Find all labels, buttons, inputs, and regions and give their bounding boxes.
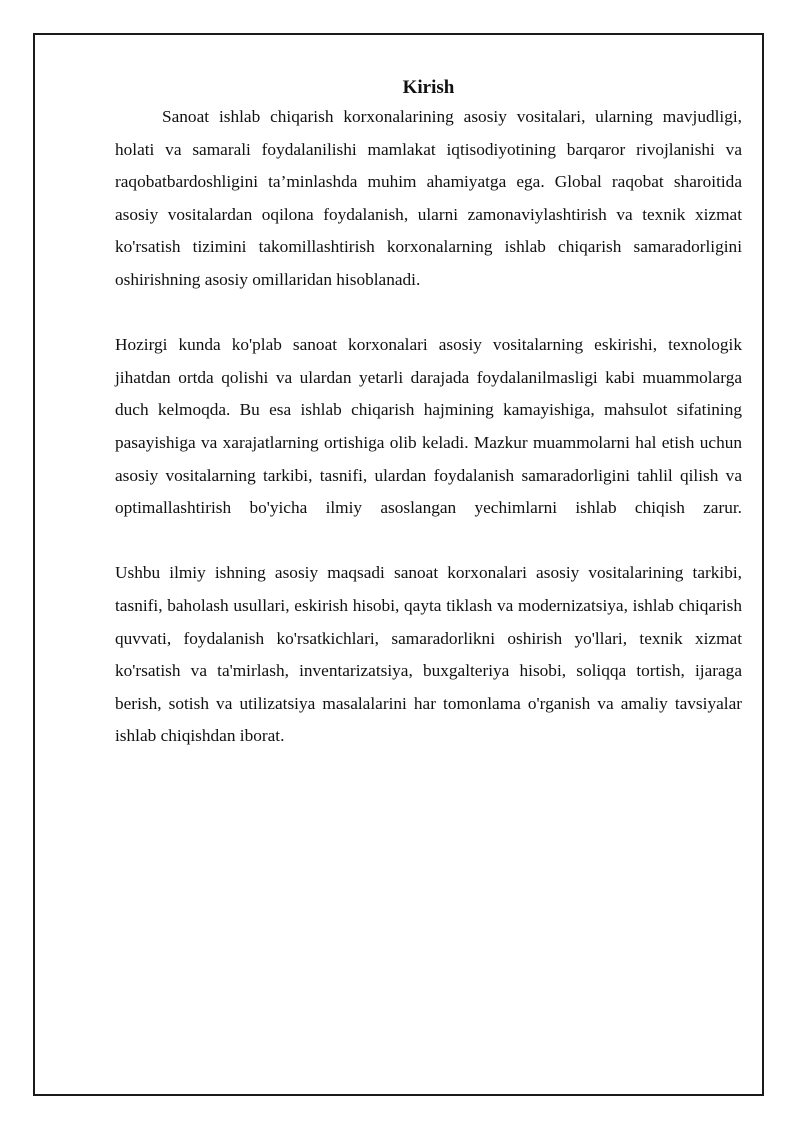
document-body [115, 76, 742, 753]
paragraph-problems: Hozirgi kunda ko'plab sanoat korxonalari asosiy vositalarning eskirishi, texnologik jihatdan ortda qolishi va ulardan yetarli darajada foydalanilmasligi kabi muammolarga duch kelmoqda. Bu esa ishlab chiqarish hajmining kamayishiga, mahsulot sifatining pasayishiga va xarajatlarning ortishiga olib keladi. Mazkur muammolarni hal etish uchun asosiy vositalarning tarkibi, tasnifi, ulardan foydalanish samaradorligini tahlil qilish va optimallashtirish bo'yicha ilmiy asoslangan yechimlarni ishlab chiqish zarur. [115, 335, 742, 518]
paragraph-spacer [115, 525, 742, 558]
paragraph-introduction: Sanoat ishlab chiqarish korxonalarining asosiy vositalari, ularning mavjudligi, holati va samarali foydalanilishi mamlakat iqtisodiyotining barqaror rivojlanishi va raqobatbardoshligini ta’minlashda muhim ahamiyatga ega. Global raqobat sharoitida asosiy vositalardan oqilona foydalanish, ularni zamonaviylashtirish va texnik xizmat ko'rsatish tizimini takomillashtirish korxonalarning ishlab chiqarish samaradorligini oshirishning asosiy omillaridan hisoblanadi. [115, 107, 742, 289]
paragraph-objective: Ushbu ilmiy ishning asosiy maqsadi sanoat korxonalari asosiy vositalarining tarkibi, tasnifi, baholash usullari, eskirish hisobi, qayta tiklash va modernizatsiya, ishlab chiqarish quvvati, foydalanish ko'rsatkichlari, samaradorlikni oshirish yo'llari, texnik xizmat ko'rsatish va ta'mirlash, inventarizatsiya, buxgalteriya hisobi, soliqqa tortish, ijaraga berish, sotish va utilizatsiya masalalarini har tomonlama o'rganish va amaliy tavsiyalar ishlab chiqishdan iborat. [115, 563, 742, 746]
paragraph-spacer [115, 297, 742, 330]
document-title: Kirish [402, 77, 455, 98]
